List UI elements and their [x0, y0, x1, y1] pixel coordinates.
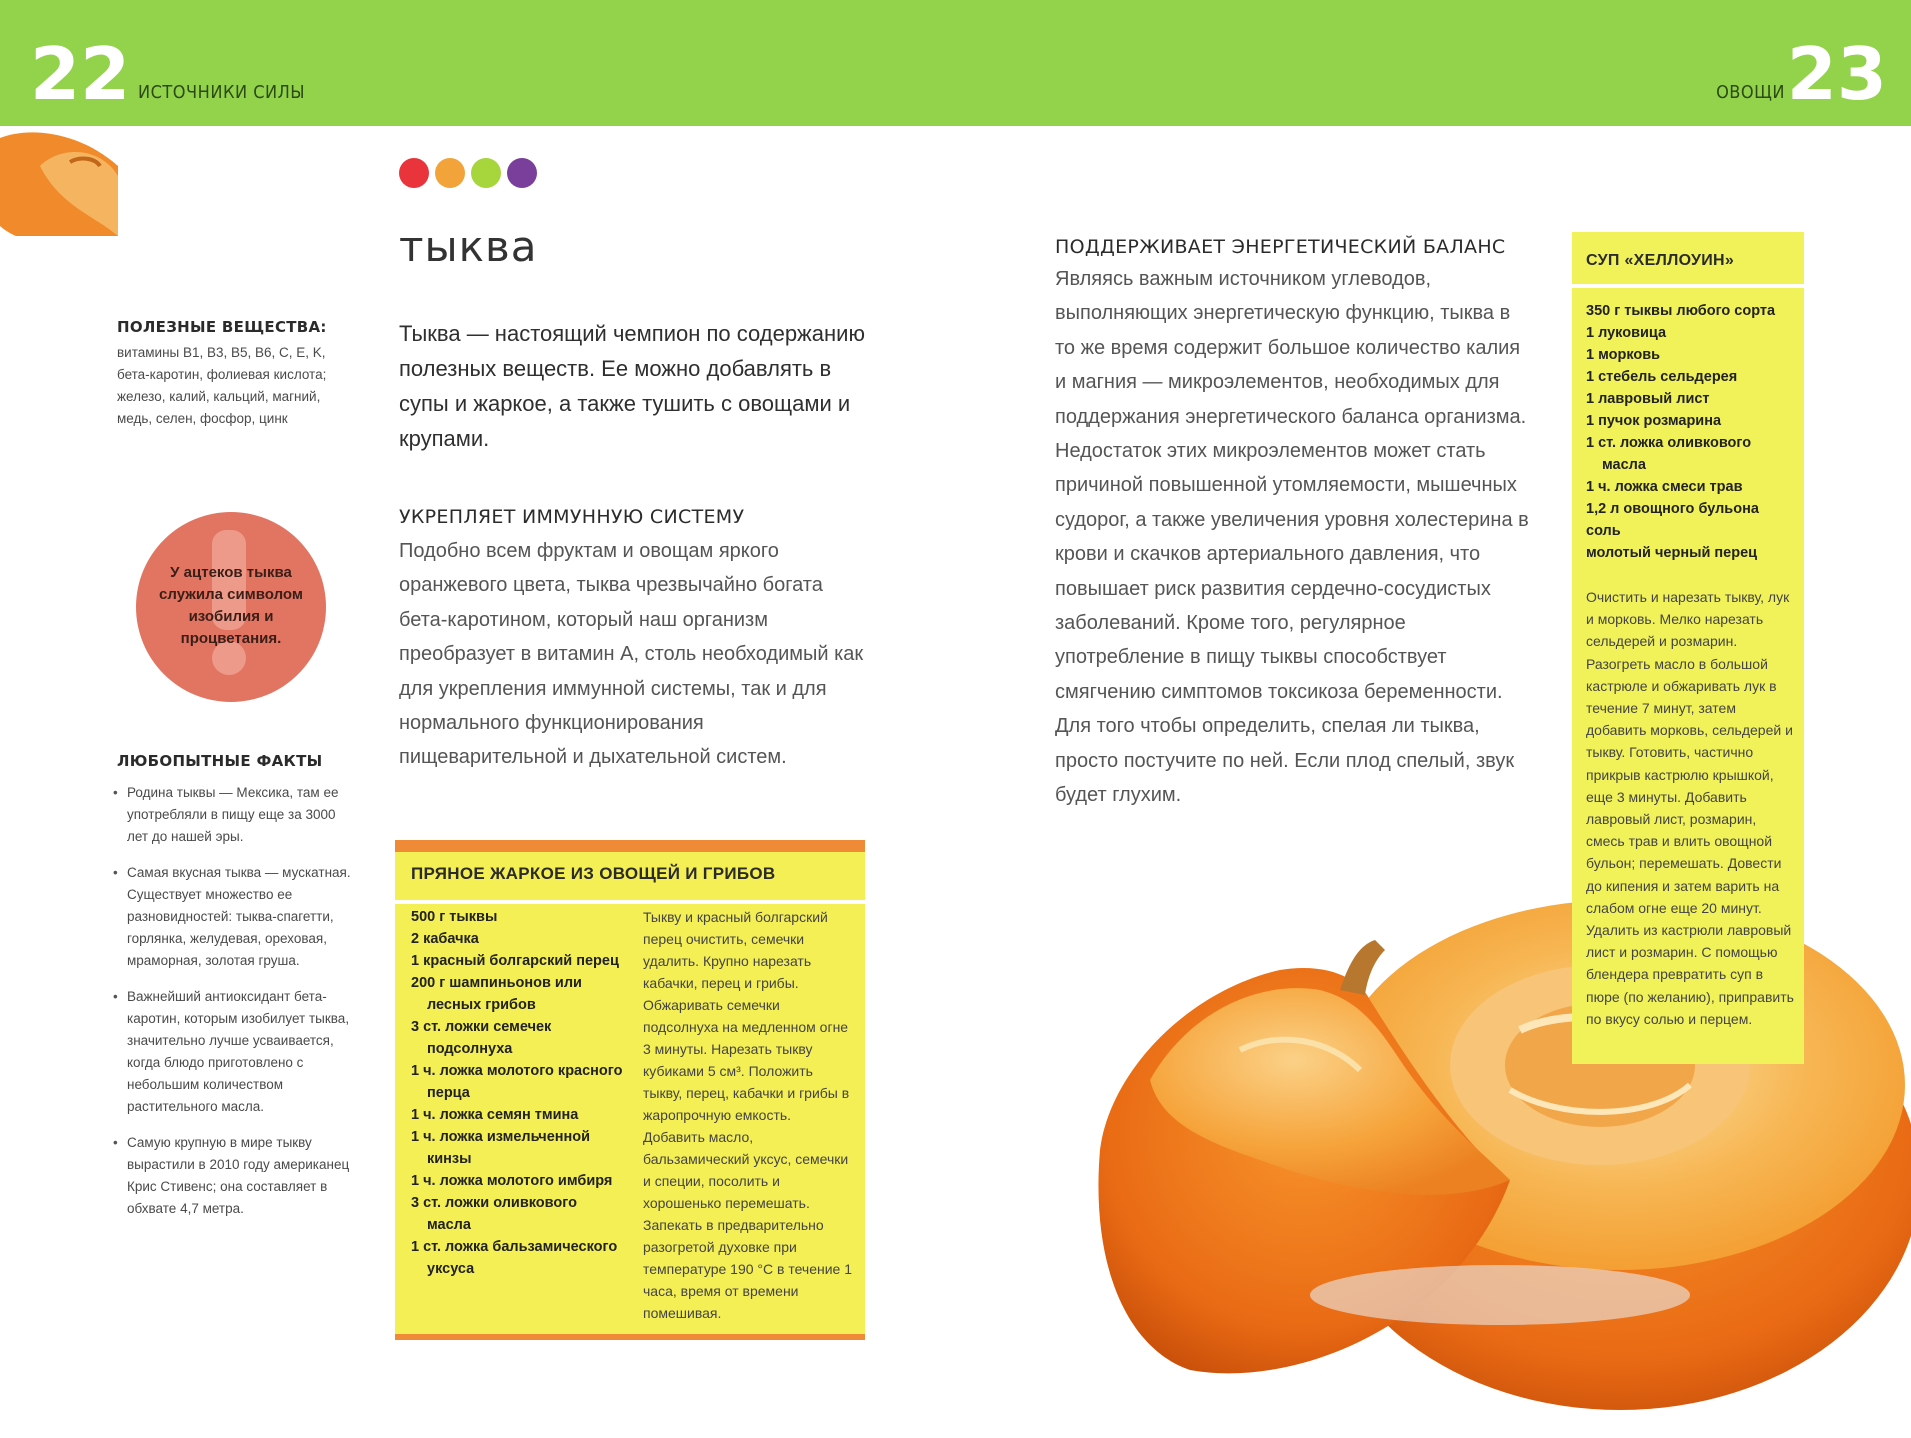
ingredients-list	[1586, 300, 1798, 564]
list-item: соль	[1586, 523, 1621, 539]
green-dot	[471, 158, 501, 188]
list-item: 3 ст. ложки семечек подсолнуха	[411, 1019, 552, 1057]
page-header	[0, 0, 1911, 126]
immune-heading: УКРЕПЛЯЕТ ИММУННУЮ СИСТЕМУ	[399, 506, 745, 528]
list-item: 1 ч. ложка измельченной кинзы	[411, 1129, 591, 1167]
facts-list	[117, 782, 357, 1220]
list-item: 1 морковь	[1586, 347, 1661, 363]
aztec-fact-text: У ацтеков тыква служила символом изобилия и процветания.	[159, 564, 303, 647]
facts-block	[117, 752, 357, 1234]
energy-heading: ПОДДЕРЖИВАЕТ ЭНЕРГЕТИЧЕСКИЙ БАЛАНС	[1055, 236, 1506, 258]
recipe-steps: Тыкву и красный болгарский перец очистить, семечки удалить. Крупно нарезать кабачки, перец и грибы. Обжаривать семечки подсолнуха на медленном огне 3 минуты. Нарезать тыкву кубиками 5 см³. Положить тыкву, перец, кабачки и грибы в жаропрочную емкость. Добавить масло, бальзамический уксус, семечки и специи, посолить и хорошенько перемешать. Запекать в предварительно разогретой духовке при температуре 190 °С в течение 1 часа, время от времени помешивая.	[643, 909, 853, 1321]
list-item: 1 ст. ложка бальзамического уксуса	[411, 1239, 618, 1277]
list-item: 200 г шампиньонов или лесных грибов	[411, 975, 582, 1013]
section-title-right: ОВОЩИ	[1716, 82, 1785, 103]
nutrients-heading: ПОЛЕЗНЫЕ ВЕЩЕСТВА:	[117, 318, 327, 336]
recipe-bottom-bar	[395, 1334, 865, 1340]
page-number-right: 23	[1786, 32, 1887, 116]
list-item: 1 ч. ложка смеси трав	[1586, 479, 1743, 495]
page-number-left: 22	[30, 32, 131, 116]
list-item: 1 ч. ложка семян тмина	[411, 1107, 579, 1123]
nutrients-block	[117, 318, 357, 430]
ingredients-list	[411, 906, 623, 1280]
list-item: • Самую крупную в мире тыкву вырастили в 2010 году американец Крис Стивенс; она составляет в обхвате 4,7 метра.	[117, 1132, 357, 1220]
nutrients-text: витамины B1, B3, B5, B6, C, E, K, бета-каротин, фолиевая кислота; железо, калий, кальций, магний, медь, селен, фосфор, цинк	[117, 345, 327, 426]
page-title: тыква	[399, 222, 538, 271]
list-item: 3 ст. ложки оливкового масла	[411, 1195, 577, 1233]
list-item: 1 луковица	[1586, 325, 1667, 341]
section-title-left: ИСТОЧНИКИ СИЛЫ	[138, 82, 306, 103]
list-item: 500 г тыквы	[411, 909, 498, 925]
list-item: 1 пучок розмарина	[1586, 413, 1722, 429]
lead-paragraph: Тыква — настоящий чемпион по содержанию полезных веществ. Ее можно добавлять в супы и жаркое, а также тушить с овощами и крупами.	[399, 321, 865, 451]
list-item: 2 кабачка	[411, 931, 479, 947]
energy-paragraph: Являясь важным источником углеводов, выполняющих энергетическую функцию, тыква в то же время содержит большое количество калия и магния — микроэлементов, необходимых для поддержания энергетического баланса организма. Недостаток этих микроэлементов может стать причиной повышенной утомляемости, мышечных судорог, а также увеличения уровня холестерина в крови и скачков артериального давления, что повышает риск развития сердечно-сосудистых заболеваний. Кроме того, регулярное употребление в пищу тыквы способствует смягчению симптомов токсикоза беременности.	[1055, 268, 1529, 703]
list-item: • Самая вкусная тыква — мускатная. Существует множество ее разновидностей: тыква-спагетти, горлянка, желудевая, ореховая, мраморная, золотая груша.	[117, 862, 357, 972]
list-item: 1 красный болгарский перец	[411, 953, 619, 969]
recipe-top-bar	[395, 840, 865, 852]
list-item: 350 г тыквы любого сорта	[1586, 303, 1776, 319]
list-item: • Родина тыквы — Мексика, там ее употребляли в пищу еще за 3000 лет до нашей эры.	[117, 782, 357, 848]
pumpkin-slice-image	[0, 126, 118, 258]
immune-text: Подобно всем фруктам и овощам яркого оранжевого цвета, тыква чрезвычайно богата бета-каротином, который наш организм преобразует в витамин А, столь необходимый как для укрепления иммунной системы, так и для нормального функционирования пищеварительной и дыхательной систем.	[399, 540, 864, 769]
list-item: • Важнейший антиоксидант бета-каротин, которым изобилует тыква, значительно лучше усваивается, когда блюдо приготовлено с небольшим количеством растительного масла.	[117, 986, 357, 1118]
purple-dot	[507, 158, 537, 188]
recipe-steps: Очистить и нарезать тыкву, лук и морковь. Мелко нарезать сельдерей и розмарин. Разогреть масло в большой кастрюле и обжаривать лук в течение 7 минут, затем добавить морковь, сельдерей и тыкву. Готовить, частично прикрыв кастрюлю крышкой, еще 3 минуты. Добавить лавровый лист, розмарин, смесь трав и влить овощной бульон; перемешать. Довести до кипения и затем варить на слабом огне еще 20 минут. Удалить из кастрюли лавровый лист и розмарин. С помощью блендера превратить суп в пюре (по желанию), приправить по вкусу солью и перцем.	[1586, 589, 1794, 1027]
red-dot	[399, 158, 429, 188]
energy-text	[1055, 262, 1530, 813]
recipe-box-stew	[395, 840, 865, 1340]
list-item: 1,2 л овощного бульона	[1586, 501, 1759, 517]
divider	[1572, 284, 1804, 288]
facts-heading: ЛЮБОПЫТНЫЕ ФАКТЫ	[117, 752, 323, 770]
list-item: молотый черный перец	[1586, 545, 1758, 561]
recipe-title: ПРЯНОЕ ЖАРКОЕ ИЗ ОВОЩЕЙ И ГРИБОВ	[411, 864, 776, 883]
list-item: 1 ч. ложка молотого имбиря	[411, 1173, 613, 1189]
recipe-box-soup	[1572, 232, 1804, 1064]
ripeness-paragraph: Для того чтобы определить, спелая ли тыква, просто постучите по ней. Если плод спелый, звук будет глухим.	[1055, 715, 1515, 807]
list-item: 1 стебель сельдерея	[1586, 369, 1738, 385]
list-item: 1 ч. ложка молотого красного перца	[411, 1063, 623, 1101]
list-item: 1 ст. ложка оливкового масла	[1586, 435, 1752, 473]
recipe-title: СУП «ХЕЛЛОУИН»	[1586, 252, 1735, 269]
divider	[395, 900, 865, 904]
list-item: 1 лавровый лист	[1586, 391, 1710, 407]
fact-circle	[136, 512, 326, 702]
orange-dot	[435, 158, 465, 188]
